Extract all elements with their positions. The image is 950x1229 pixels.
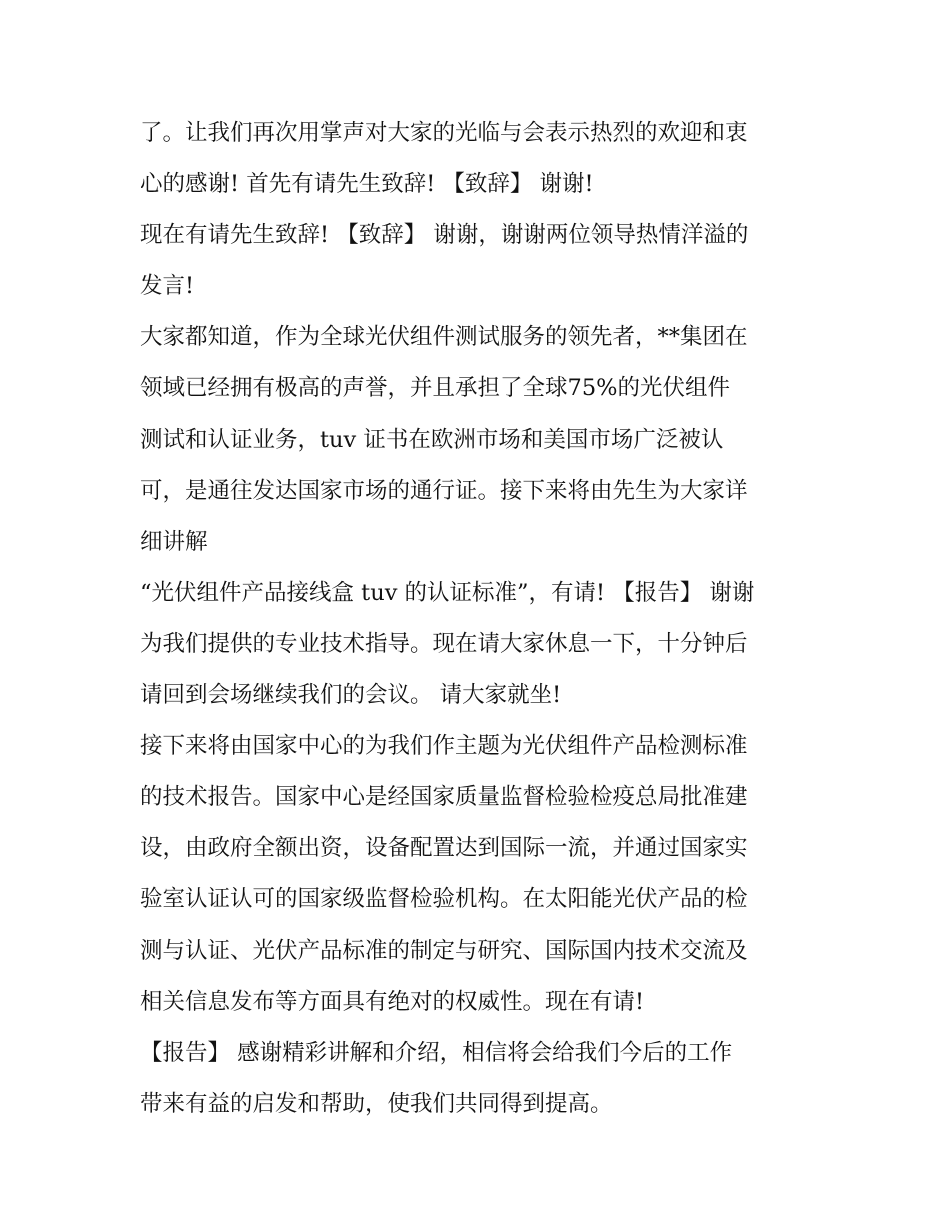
text-line: 设，由政府全额出资，设备配置达到国际一流，并通过国家实 (140, 835, 748, 862)
text-line: 带来有益的启发和帮助，使我们共同得到提高。 (140, 1090, 613, 1117)
text-line: 现在有请先生致辞! 【致辞】 谢谢，谢谢两位领导热情洋溢的 (140, 222, 749, 249)
text-line: 接下来将由国家中心的为我们作主题为光伏组件产品检测标准 (140, 733, 748, 760)
text-line: 细讲解 (140, 528, 208, 555)
text-line: 测试和认证业务，tuv 证书在欧洲市场和美国市场广泛被认 (140, 426, 724, 453)
text-line: “光伏组件产品接线盒 tuv 的认证标准”，有请! 【报告】 谢谢 (140, 579, 755, 606)
text-line: 可，是通往发达国家市场的通行证。接下来将由先生为大家详 (140, 477, 748, 504)
text-line: 请回到会场继续我们的会议。 请大家就坐! (140, 682, 562, 709)
text-line: 的技术报告。国家中心是经国家质量监督检验检疫总局批准建 (140, 784, 748, 811)
text-line: 测与认证、光伏产品标准的制定与研究、国际国内技术交流及 (140, 937, 748, 964)
text-line: 验室认证认可的国家级监督检验机构。在太阳能光伏产品的检 (140, 886, 748, 913)
text-line: 发言! (140, 273, 195, 300)
text-line: 【报告】 感谢精彩讲解和介绍，相信将会给我们今后的工作 (140, 1039, 733, 1066)
text-line: 大家都知道，作为全球光伏组件测试服务的领先者，**集团在 (140, 324, 748, 351)
text-line: 心的感谢! 首先有请先生致辞! 【致辞】 谢谢! (140, 171, 594, 198)
document-body (140, 108, 830, 1130)
text-line: 领域已经拥有极高的声誉，并且承担了全球75%的光伏组件 (140, 375, 731, 402)
text-line: 为我们提供的专业技术指导。现在请大家休息一下，十分钟后 (140, 630, 748, 657)
text-line: 相关信息发布等方面具有绝对的权威性。现在有请! (140, 988, 645, 1015)
text-line: 了。让我们再次用掌声对大家的光临与会表示热烈的欢迎和衷 (140, 120, 748, 146)
